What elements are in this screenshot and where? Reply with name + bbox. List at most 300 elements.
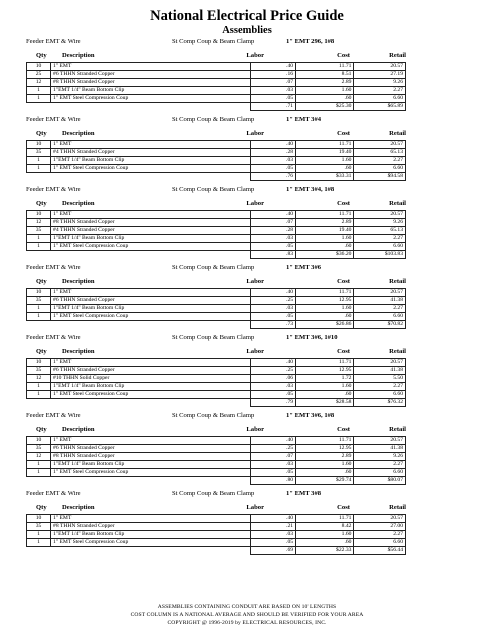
column-headers xyxy=(0,277,494,287)
total-cost-cell: $22.33 xyxy=(296,547,354,555)
description-cell: 1" EMT Steel Compression Coup xyxy=(51,391,251,399)
labor-cell: .07 xyxy=(251,453,296,461)
cost-cell: .60 xyxy=(296,391,354,399)
description-cell: 1"EMT 1/4" Beam Bottom Clip xyxy=(51,383,251,391)
total-labor-cell: .69 xyxy=(251,547,296,555)
cost-column-header: Cost xyxy=(337,504,350,511)
cost-cell: 2.89 xyxy=(296,219,354,227)
description-cell: #10 THHN Solid Copper xyxy=(51,375,251,383)
table-row xyxy=(27,437,406,445)
table-row xyxy=(27,313,406,321)
qty-cell: 10 xyxy=(27,515,51,523)
labor-cell: .40 xyxy=(251,211,296,219)
qty-cell: 10 xyxy=(27,141,51,149)
cost-cell: .60 xyxy=(296,539,354,547)
section-header xyxy=(0,410,494,421)
footer-line-copyright: COPYRIGHT @ 1996-2019 by ELECTRICAL RESOURCES, INC. xyxy=(167,620,327,626)
section-conduit-size: 1" EMT 3#4, 1#8 xyxy=(286,186,335,193)
description-cell: #8 THHN Stranded Copper xyxy=(51,79,251,87)
qty-cell: 1 xyxy=(27,235,51,243)
qty-cell: 1 xyxy=(27,165,51,173)
table-row xyxy=(27,243,406,251)
cost-cell: 12.95 xyxy=(296,297,354,305)
description-cell: 1" EMT xyxy=(51,141,251,149)
description-cell: #6 THHN Stranded Copper xyxy=(51,445,251,453)
qty-cell: 1 xyxy=(27,383,51,391)
retail-cell: 20.57 xyxy=(354,359,406,367)
retail-cell: 65.13 xyxy=(354,227,406,235)
totals-row xyxy=(27,251,406,259)
qty-column-header: Qty xyxy=(36,52,47,59)
retail-cell: 27.00 xyxy=(354,523,406,531)
assembly-section xyxy=(0,410,494,488)
total-cost-cell: $28.58 xyxy=(296,399,354,407)
labor-cell: .05 xyxy=(251,313,296,321)
retail-cell: 65.13 xyxy=(354,149,406,157)
retail-cell: 20.57 xyxy=(354,211,406,219)
qty-cell: 1 xyxy=(27,87,51,95)
blank-cell xyxy=(51,321,251,329)
cost-cell: 1.60 xyxy=(296,157,354,165)
table-row xyxy=(27,515,406,523)
page-title: National Electrical Price Guide xyxy=(150,8,344,24)
description-cell: #8 THHN Stranded Copper xyxy=(51,453,251,461)
blank-cell xyxy=(27,321,51,329)
table-row xyxy=(27,391,406,399)
assembly-section xyxy=(0,114,494,184)
section-fitting-label: St Comp Coup & Beam Clamp xyxy=(172,264,255,271)
labor-cell: .03 xyxy=(251,531,296,539)
description-column-header: Description xyxy=(62,348,95,355)
labor-cell: .25 xyxy=(251,367,296,375)
retail-column-header: Retail xyxy=(389,504,406,511)
section-header xyxy=(0,36,494,47)
assembly-section xyxy=(0,332,494,410)
labor-cell: .05 xyxy=(251,95,296,103)
retail-cell: 2.27 xyxy=(354,461,406,469)
section-fitting-label: St Comp Coup & Beam Clamp xyxy=(172,334,255,341)
retail-cell: 6.60 xyxy=(354,391,406,399)
labor-column-header: Labor xyxy=(246,200,264,207)
cost-cell: 12.95 xyxy=(296,445,354,453)
retail-cell: 20.57 xyxy=(354,437,406,445)
labor-cell: .25 xyxy=(251,297,296,305)
labor-cell: .07 xyxy=(251,219,296,227)
assembly-section xyxy=(0,262,494,332)
total-cost-cell: $26.86 xyxy=(296,321,354,329)
total-retail-cell: $70.82 xyxy=(354,321,406,329)
section-conduit-size: 1" EMT 296, 1#8 xyxy=(286,38,335,45)
qty-cell: 1 xyxy=(27,531,51,539)
cost-cell: 8.42 xyxy=(296,523,354,531)
description-cell: 1" EMT xyxy=(51,289,251,297)
section-feeder-label: Feeder EMT & Wire xyxy=(26,38,81,45)
description-cell: #4 THHN Stranded Copper xyxy=(51,227,251,235)
qty-cell: 10 xyxy=(27,289,51,297)
labor-cell: .40 xyxy=(251,63,296,71)
table-row xyxy=(27,305,406,313)
retail-cell: 2.27 xyxy=(354,383,406,391)
retail-column-header: Retail xyxy=(389,348,406,355)
labor-cell: .03 xyxy=(251,235,296,243)
labor-column-header: Labor xyxy=(246,504,264,511)
description-cell: 1"EMT 1/4" Beam Bottom Clip xyxy=(51,235,251,243)
total-cost-cell: $36.20 xyxy=(296,251,354,259)
retail-cell: 6.60 xyxy=(354,95,406,103)
retail-column-header: Retail xyxy=(389,200,406,207)
cost-cell: 2.89 xyxy=(296,79,354,87)
section-header xyxy=(0,184,494,195)
qty-cell: 35 xyxy=(27,297,51,305)
description-cell: #6 THHN Stranded Copper xyxy=(51,71,251,79)
items-table xyxy=(26,62,406,111)
cost-column-header: Cost xyxy=(337,426,350,433)
cost-column-header: Cost xyxy=(337,130,350,137)
section-header xyxy=(0,488,494,499)
total-cost-cell: $33.31 xyxy=(296,173,354,181)
table-row xyxy=(27,63,406,71)
total-retail-cell: $103.83 xyxy=(354,251,406,259)
table-row xyxy=(27,367,406,375)
footer-line-conduit: ASSEMBLIES CONTAINING CONDUIT ARE BASED ON 10' LENGTHS xyxy=(157,604,337,610)
blank-cell xyxy=(27,173,51,181)
retail-cell: 2.27 xyxy=(354,87,406,95)
description-cell: 1" EMT xyxy=(51,359,251,367)
blank-cell xyxy=(27,251,51,259)
description-cell: 1" EMT xyxy=(51,437,251,445)
qty-cell: 1 xyxy=(27,305,51,313)
totals-row xyxy=(27,399,406,407)
total-labor-cell: .73 xyxy=(251,321,296,329)
labor-cell: .06 xyxy=(251,375,296,383)
table-row xyxy=(27,359,406,367)
assembly-section xyxy=(0,488,494,558)
section-fitting-label: St Comp Coup & Beam Clamp xyxy=(172,186,255,193)
qty-cell: 1 xyxy=(27,95,51,103)
section-conduit-size: 1" EMT 3#6, 1#10 xyxy=(286,334,338,341)
total-cost-cell: $29.74 xyxy=(296,477,354,485)
retail-column-header: Retail xyxy=(389,278,406,285)
labor-cell: .03 xyxy=(251,383,296,391)
labor-cell: .16 xyxy=(251,71,296,79)
retail-cell: 2.27 xyxy=(354,531,406,539)
retail-cell: 9.26 xyxy=(354,219,406,227)
totals-row xyxy=(27,103,406,111)
section-conduit-size: 1" EMT 3#6, 1#8 xyxy=(286,412,335,419)
table-row xyxy=(27,531,406,539)
cost-cell: 11.71 xyxy=(296,289,354,297)
cost-cell: 11.71 xyxy=(296,515,354,523)
blank-cell xyxy=(51,173,251,181)
cost-column-header: Cost xyxy=(337,200,350,207)
total-labor-cell: .79 xyxy=(251,399,296,407)
qty-column-header: Qty xyxy=(36,278,47,285)
labor-cell: .21 xyxy=(251,523,296,531)
labor-cell: .05 xyxy=(251,243,296,251)
section-header xyxy=(0,332,494,343)
cost-cell: 19.40 xyxy=(296,149,354,157)
retail-cell: 2.27 xyxy=(354,157,406,165)
section-header xyxy=(0,262,494,273)
retail-cell: 6.60 xyxy=(354,539,406,547)
labor-cell: .25 xyxy=(251,445,296,453)
labor-cell: .03 xyxy=(251,461,296,469)
description-column-header: Description xyxy=(62,504,95,511)
qty-cell: 35 xyxy=(27,149,51,157)
qty-cell: 1 xyxy=(27,313,51,321)
labor-cell: .05 xyxy=(251,165,296,173)
labor-column-header: Labor xyxy=(246,278,264,285)
table-row xyxy=(27,149,406,157)
cost-cell: 11.71 xyxy=(296,63,354,71)
labor-cell: .05 xyxy=(251,539,296,547)
retail-cell: 2.27 xyxy=(354,235,406,243)
description-cell: 1" EMT xyxy=(51,63,251,71)
column-headers xyxy=(0,199,494,209)
qty-cell: 35 xyxy=(27,367,51,375)
retail-column-header: Retail xyxy=(389,130,406,137)
description-cell: 1"EMT 1/4" Beam Bottom Clip xyxy=(51,157,251,165)
description-cell: 1" EMT Steel Compression Coup xyxy=(51,95,251,103)
table-row xyxy=(27,383,406,391)
cost-cell: .60 xyxy=(296,243,354,251)
qty-cell: 10 xyxy=(27,211,51,219)
blank-cell xyxy=(51,251,251,259)
section-feeder-label: Feeder EMT & Wire xyxy=(26,116,81,123)
table-row xyxy=(27,523,406,531)
retail-cell: 20.57 xyxy=(354,289,406,297)
qty-cell: 12 xyxy=(27,375,51,383)
assembly-section xyxy=(0,184,494,262)
description-cell: 1" EMT xyxy=(51,515,251,523)
qty-column-header: Qty xyxy=(36,426,47,433)
column-headers xyxy=(0,503,494,513)
retail-cell: 20.57 xyxy=(354,515,406,523)
table-row xyxy=(27,219,406,227)
table-row xyxy=(27,79,406,87)
qty-cell: 1 xyxy=(27,461,51,469)
retail-cell: 20.57 xyxy=(354,63,406,71)
table-row xyxy=(27,87,406,95)
labor-cell: .05 xyxy=(251,391,296,399)
items-table xyxy=(26,436,406,485)
description-cell: 1" EMT Steel Compression Coup xyxy=(51,313,251,321)
cost-cell: .60 xyxy=(296,165,354,173)
description-cell: 1"EMT 1/4" Beam Bottom Clip xyxy=(51,461,251,469)
qty-cell: 10 xyxy=(27,437,51,445)
description-cell: 1"EMT 1/4" Beam Bottom Clip xyxy=(51,305,251,313)
assembly-sections xyxy=(0,36,494,558)
column-headers xyxy=(0,129,494,139)
total-retail-cell: $94.58 xyxy=(354,173,406,181)
cost-cell: 19.40 xyxy=(296,227,354,235)
qty-cell: 35 xyxy=(27,227,51,235)
description-cell: #8 THHN Stranded Copper xyxy=(51,219,251,227)
table-row xyxy=(27,211,406,219)
description-cell: #6 THHN Stranded Copper xyxy=(51,297,251,305)
description-column-header: Description xyxy=(62,130,95,137)
description-column-header: Description xyxy=(62,52,95,59)
labor-column-header: Labor xyxy=(246,348,264,355)
labor-cell: .40 xyxy=(251,515,296,523)
total-retail-cell: $56.44 xyxy=(354,547,406,555)
description-cell: 1" EMT Steel Compression Coup xyxy=(51,469,251,477)
blank-cell xyxy=(51,477,251,485)
section-fitting-label: St Comp Coup & Beam Clamp xyxy=(172,412,255,419)
retail-cell: 9.26 xyxy=(354,79,406,87)
cost-cell: 1.72 xyxy=(296,375,354,383)
description-cell: #6 THHN Stranded Copper xyxy=(51,367,251,375)
qty-cell: 1 xyxy=(27,539,51,547)
description-cell: #4 THHN Stranded Copper xyxy=(51,149,251,157)
blank-cell xyxy=(27,399,51,407)
table-row xyxy=(27,95,406,103)
cost-cell: 11.71 xyxy=(296,437,354,445)
retail-cell: 6.60 xyxy=(354,313,406,321)
retail-cell: 27.19 xyxy=(354,71,406,79)
table-row xyxy=(27,71,406,79)
cost-cell: 8.51 xyxy=(296,71,354,79)
description-cell: 1" EMT xyxy=(51,211,251,219)
table-row xyxy=(27,235,406,243)
qty-cell: 12 xyxy=(27,79,51,87)
items-table xyxy=(26,140,406,181)
cost-cell: 12.95 xyxy=(296,367,354,375)
labor-cell: .28 xyxy=(251,227,296,235)
qty-cell: 10 xyxy=(27,63,51,71)
qty-cell: 1 xyxy=(27,157,51,165)
description-column-header: Description xyxy=(62,426,95,433)
total-labor-cell: .83 xyxy=(251,251,296,259)
qty-cell: 1 xyxy=(27,243,51,251)
items-table xyxy=(26,514,406,555)
qty-cell: 12 xyxy=(27,219,51,227)
qty-cell: 25 xyxy=(27,71,51,79)
section-fitting-label: St Comp Coup & Beam Clamp xyxy=(172,38,255,45)
retail-cell: 6.60 xyxy=(354,469,406,477)
cost-cell: 1.60 xyxy=(296,383,354,391)
section-feeder-label: Feeder EMT & Wire xyxy=(26,334,81,341)
description-column-header: Description xyxy=(62,200,95,207)
table-row xyxy=(27,157,406,165)
cost-cell: 11.71 xyxy=(296,211,354,219)
cost-column-header: Cost xyxy=(337,348,350,355)
section-feeder-label: Feeder EMT & Wire xyxy=(26,264,81,271)
blank-cell xyxy=(27,547,51,555)
qty-cell: 1 xyxy=(27,469,51,477)
table-row xyxy=(27,141,406,149)
cost-column-header: Cost xyxy=(337,278,350,285)
retail-cell: 6.60 xyxy=(354,165,406,173)
total-labor-cell: .71 xyxy=(251,103,296,111)
totals-row xyxy=(27,321,406,329)
retail-cell: 41.38 xyxy=(354,297,406,305)
items-table xyxy=(26,210,406,259)
column-headers xyxy=(0,51,494,61)
labor-column-header: Labor xyxy=(246,130,264,137)
total-labor-cell: .80 xyxy=(251,477,296,485)
assembly-section xyxy=(0,36,494,114)
labor-cell: .03 xyxy=(251,87,296,95)
labor-cell: .28 xyxy=(251,149,296,157)
section-fitting-label: St Comp Coup & Beam Clamp xyxy=(172,116,255,123)
cost-cell: .60 xyxy=(296,469,354,477)
retail-column-header: Retail xyxy=(389,426,406,433)
retail-cell: 9.26 xyxy=(354,453,406,461)
cost-cell: 1.60 xyxy=(296,235,354,243)
retail-cell: 6.60 xyxy=(354,243,406,251)
blank-cell xyxy=(51,399,251,407)
qty-cell: 12 xyxy=(27,453,51,461)
section-feeder-label: Feeder EMT & Wire xyxy=(26,186,81,193)
total-retail-cell: $65.89 xyxy=(354,103,406,111)
cost-column-header: Cost xyxy=(337,52,350,59)
section-feeder-label: Feeder EMT & Wire xyxy=(26,412,81,419)
description-cell: 1"EMT 1/4" Beam Bottom Clip xyxy=(51,531,251,539)
section-conduit-size: 1" EMT 3#4 xyxy=(286,116,322,123)
description-cell: 1" EMT Steel Compression Coup xyxy=(51,539,251,547)
qty-column-header: Qty xyxy=(36,200,47,207)
cost-cell: 1.60 xyxy=(296,305,354,313)
table-row xyxy=(27,469,406,477)
section-feeder-label: Feeder EMT & Wire xyxy=(26,490,81,497)
labor-cell: .40 xyxy=(251,289,296,297)
blank-cell xyxy=(27,103,51,111)
table-row xyxy=(27,289,406,297)
page-subtitle: Assemblies xyxy=(222,25,272,36)
section-conduit-size: 1" EMT 3#8 xyxy=(286,490,322,497)
table-row xyxy=(27,461,406,469)
description-cell: 1" EMT Steel Compression Coup xyxy=(51,243,251,251)
total-cost-cell: $25.30 xyxy=(296,103,354,111)
qty-column-header: Qty xyxy=(36,504,47,511)
cost-cell: 1.60 xyxy=(296,531,354,539)
cost-cell: .60 xyxy=(296,313,354,321)
labor-column-header: Labor xyxy=(246,426,264,433)
labor-cell: .40 xyxy=(251,141,296,149)
cost-cell: 1.60 xyxy=(296,461,354,469)
labor-cell: .03 xyxy=(251,157,296,165)
total-retail-cell: $76.32 xyxy=(354,399,406,407)
cost-cell: 1.60 xyxy=(296,87,354,95)
blank-cell xyxy=(51,547,251,555)
cost-cell: 11.71 xyxy=(296,141,354,149)
table-row xyxy=(27,445,406,453)
footer-line-cost: COST COLUMN IS A NATIONAL AVERAGE AND SHOULD BE VERIFIED FOR YOUR AREA xyxy=(130,612,364,618)
total-retail-cell: $80.07 xyxy=(354,477,406,485)
items-table xyxy=(26,358,406,407)
blank-cell xyxy=(51,103,251,111)
description-cell: 1"EMT 1/4" Beam Bottom Clip xyxy=(51,87,251,95)
description-column-header: Description xyxy=(62,278,95,285)
retail-cell: 41.38 xyxy=(354,445,406,453)
totals-row xyxy=(27,547,406,555)
cost-cell: 11.71 xyxy=(296,359,354,367)
retail-cell: 20.57 xyxy=(354,141,406,149)
description-cell: 1" EMT Steel Compression Coup xyxy=(51,165,251,173)
column-headers xyxy=(0,347,494,357)
table-row xyxy=(27,453,406,461)
qty-column-header: Qty xyxy=(36,348,47,355)
totals-row xyxy=(27,173,406,181)
table-row xyxy=(27,539,406,547)
table-row xyxy=(27,227,406,235)
labor-cell: .03 xyxy=(251,305,296,313)
retail-cell: 2.27 xyxy=(354,305,406,313)
totals-row xyxy=(27,477,406,485)
description-cell: #8 THHN Stranded Copper xyxy=(51,523,251,531)
cost-cell: 2.89 xyxy=(296,453,354,461)
